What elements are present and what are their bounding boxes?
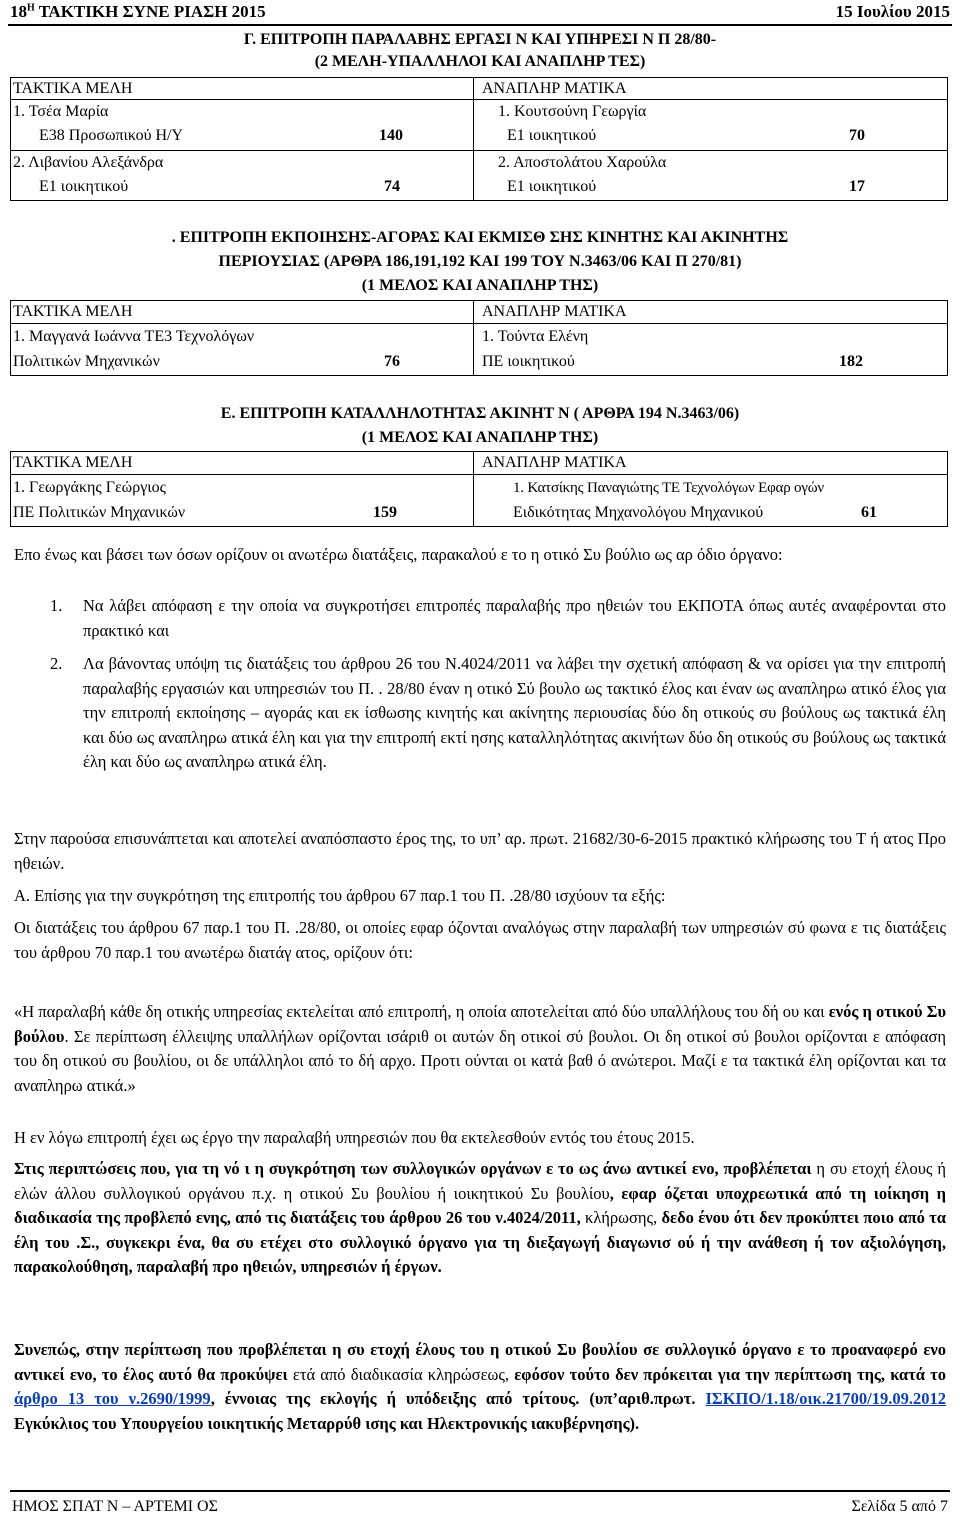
substitute-number: 17 [849,178,865,195]
col-header-regular: ΤΑΚΤΙΚΑ ΜΕΛΗ [13,80,133,97]
member-number: 76 [384,353,400,370]
section-c-subtitle: (2 ΜΕΛΗ-ΥΠΑΛΛΗΛΟΙ ΚΑΙ ΑΝΑΠΛΗΡ ΤΕΣ) [314,53,646,70]
member-name: 1. Γεωργάκης Γεώργιος [13,479,166,496]
section-e-table [10,451,948,527]
conclusion-paragraph: Συνεπώς, στην περίπτωση που προβλέπεται η συ ετοχή έλους του η οτικού Συ βουλίου σε συλλογικό όργανο ε το προαναφερό ενο αντικεί ενο, το έλος αυτό θα προκύψει ετά από διαδικασία κληρώσεως, εφόσον τούτο δεν πρόκειται για την περίπτωση της, κατά το άρθρο 13 του ν.2690/1999, έννοιας της εκλογής ή υπόδειξης από τρίτους. (υπ’αριθ.πρωτ. ΙΣΚΠΟ/1.18/οικ.21700/19.09.2012 Εγκύκλιος του Υπουργείου ιοικητικής Μεταρρύθ ισης και Ηλεκτρονικής ιακυβέρνησης). [14,1340,947,1433]
substitute-number: 182 [839,353,863,370]
col-header-substitute: ΑΝΑΠΛΗΡ ΜΑΤΙΚΑ [482,303,627,320]
substitute-name: 2. Αποστολάτου Χαρούλα [498,154,667,171]
cases-paragraph: Στις περιπτώσεις που, για τη νό ι η συγκρότηση των συλλογικών οργάνων ε το ως άνω αντικεί ενο, προβλέπεται η συ ετοχή έλους ή ελών άλλου συλλογικού οργάνου π.χ. η οτικού Συ βουλίου ή ιοικητικού Συ βουλίου, εφαρ όζεται υποχρεωτικά από τη ιοίκηση η διαδικασία της προβλεπό ενης, από τις διατάξεις του άρθρου 26 του ν.4024/2011, κλήρωσης, δεδο ένου ότι δεν προκύπτει ποιο από τα έλη του .Σ., συγκεκρι ένα, θα συ ετέχει στο συλλογικό όργανο για τη διεξαγωγή διαγωνισ ού ή την ανάθεση ή τον αξιολόγηση, παρακολούθηση, παραλαβή προ ηθειών, υπηρεσιών ή έργων. [14,1159,947,1276]
member-number: 140 [379,127,403,144]
section-e-subtitle: (1 ΜΕΛΟΣ ΚΑΙ ΑΝΑΠΛΗΡ ΤΗΣ) [361,429,599,446]
substitute-role: Ε1 ιοικητικού [507,127,597,144]
col-header-substitute: ΑΝΑΠΛΗΡ ΜΑΤΙΚΑ [482,454,627,471]
quote-paragraph: «Η παραλαβή κάθε δη οτικής υπηρεσίας εκτελείται από επιτροπή, η οποία αποτελείται από δύο υπαλλήλους του δή ου και ενός η οτικού Συ βούλου. Σε περίπτωση έλλειψης υπαλλήλων ορίζονται ισάριθ οι αυτών δη οτικοί σύ βουλοι. Οι δη οτικοί σύ βουλοι ορίζονται ε απόφαση του δη οτικού συ βουλίου, οι δε υπάλληλοι από το δή αρχο. Προτι ούνται οι κατά βαθ ό ανώτεροι. Μαζί ε τα τακτικά έλη ορίζονται και τα αναπληρω ατικά.» [14,1002,947,1095]
intro-paragraph: Επο ένως και βάσει των όσων ορίζουν οι ανωτέρω διατάξεις, παρακαλού ε το η οτικό Συ βούλιο ως αρ όδιο όργανο: [14,545,783,564]
substitute-name: 1. Τούντα Ελένη [482,328,589,345]
member-name: 1. Τσέα Μαρία [13,103,109,120]
substitute-number: 70 [849,127,865,144]
col-header-regular: ΤΑΚΤΙΚΑ ΜΕΛΗ [13,454,133,471]
substitute-name: 1. Κουτσούνη Γεωργία [498,103,647,120]
section-d-table [10,300,948,376]
year-paragraph: Η εν λόγω επιτροπή έχει ως έργο την παραλαβή υπηρεσιών που θα εκτελεσθούν εντός του έτους 2015. [14,1128,695,1147]
list-item: 2. Λα βάνοντας υπόψη τις διατάξεις του άρθρου 26 του Ν.4024/2011 να λάβει την σχετική απόφαση & να ορίσει για την επιτροπή παραλαβής εργασιών και υπηρεσιών του Π. . 28/80 έναν η οτικό Σύ βουλο ως τακτικό έλος και έναν ως αναπληρω ατικό έλος για την επιτροπή εκποίησης – αγοράς και εκ ίσθωσης κινητής και ακίνητης περιουσίας δύο δη οτικούς συ βούλους ως τακτικά έλη και δύο ως αναπληρω ατικά έλη και για την επιτροπή εκτί ησης καταλληλότητας ακινήτων δύο δη οτικούς συ βούλους ως τακτικά έλη και δύο ως αναπληρω ατικά έλη. [50,654,946,771]
list-item: 1. Να λάβει απόφαση ε την οποία να συγκροτήσει επιτροπές παραλαβής προ ηθειών του ΕΚΠΟΤΑ όπως αυτές αναφέρονται στο πρακτικό και [50,596,946,640]
session-date: 15 Ιουλίου 2015 [835,2,950,21]
member-number: 74 [384,178,400,195]
circular-link[interactable]: ΙΣΚΠΟ/1.18/οικ.21700/19.09.2012 [705,1389,947,1408]
page-footer [10,1490,950,1520]
section-a-paragraph: Α. Επίσης για την συγκρότηση της επιτροπής του άρθρου 67 παρ.1 του Π. .28/80 ισχύουν τα εξής: [14,886,666,905]
member-role: Ε38 Προσωπικού Η/Υ [39,127,184,144]
attachment-paragraph: Στην παρούσα επισυνάπτεται και αποτελεί αναπόσπαστο έρος της, το υπ’ αρ. πρωτ. 21682/30-6-2015 πρακτικό κλήρωσης του Τ ή ατος Προ ηθειών. [14,829,946,873]
section-d-members-note: (1 ΜΕΛΟΣ ΚΑΙ ΑΝΑΠΛΗΡ ΤΗΣ) [361,277,599,294]
section-d-title: . ΕΠΙΤΡΟΠΗ ΕΚΠΟΙΗΣΗΣ-ΑΓΟΡΑΣ ΚΑΙ ΕΚΜΙΣΘ ΣΗΣ ΚΙΝΗΤΗΣ ΚΑΙ ΑΚΙΝΗΤΗΣ [171,229,789,246]
substitute-name: 1. Κατσίκης Παναγιώτης ΤΕ Τεχνολόγων Εφαρ ογών [513,480,825,496]
col-header-regular: ΤΑΚΤΙΚΑ ΜΕΛΗ [13,303,133,320]
member-number: 159 [373,504,397,521]
page-number: Σελίδα 5 από 7 [851,1498,948,1515]
session-title: $18^H$ ΤΑΚΤΙΚΗ ΣΥΝΕ ΡΙΑΣΗ 2015 [10,2,266,21]
substitute-role: ΠΕ ιοικητικού [482,353,575,370]
member-name: 2. Λιβανίου Αλεξάνδρα [13,154,164,171]
section-e-title: Ε. ΕΠΙΤΡΟΠΗ ΚΑΤΑΛΛΗΛΟΤΗΤΑΣ ΑΚΙΝΗΤ Ν ( ΑΡΘΡΑ 194 Ν.3463/06) [220,405,740,422]
member-role: ΠΕ Πολιτικών Μηχανικών [13,504,186,521]
section-d-subtitle: ΠΕΡΙΟΥΣΙΑΣ (ΑΡΘΡΑ 186,191,192 ΚΑΙ 199 ΤΟΥ Ν.3463/06 ΚΑΙ Π 270/81) [218,253,742,270]
member-role: Ε1 ιοικητικού [39,178,129,195]
member-name: 1. Μαγγανά Ιωάννα ΤΕ3 Τεχνολόγων [13,328,255,345]
page-header [8,2,952,26]
provisions-paragraph: Οι διατάξεις του άρθρου 67 παρ.1 του Π. .28/80, οι οποίες εφαρ όζονται αναλόγως στην παραλαβή των υπηρεσιών σύ φωνα ε τις διατάξεις του άρθρου 70 παρ.1 του ανωτέρω διατάγ ατος, ορίζουν ότι: [14,918,946,962]
substitute-number: 61 [861,504,877,521]
municipality-name: ΗΜΟΣ ΣΠΑΤ Ν – ΑΡΤΕΜΙ ΟΣ [12,1498,218,1515]
section-c-title: Γ. ΕΠΙΤΡΟΠΗ ΠΑΡΑΛΑΒΗΣ ΕΡΓΑΣΙ Ν ΚΑΙ ΥΠΗΡΕΣΙ Ν Π 28/80- [243,31,717,48]
substitute-role: Ειδικότητας Μηχανολόγου Μηχανικού [513,504,764,521]
substitute-role: Ε1 ιοικητικού [507,178,597,195]
section-c-table [10,77,948,201]
law-article-link[interactable]: άρθρο 13 του ν.2690/1999 [14,1389,211,1408]
member-role: Πολιτικών Μηχανικών [13,353,160,370]
col-header-substitute: ΑΝΑΠΛΗΡ ΜΑΤΙΚΑ [482,80,627,97]
